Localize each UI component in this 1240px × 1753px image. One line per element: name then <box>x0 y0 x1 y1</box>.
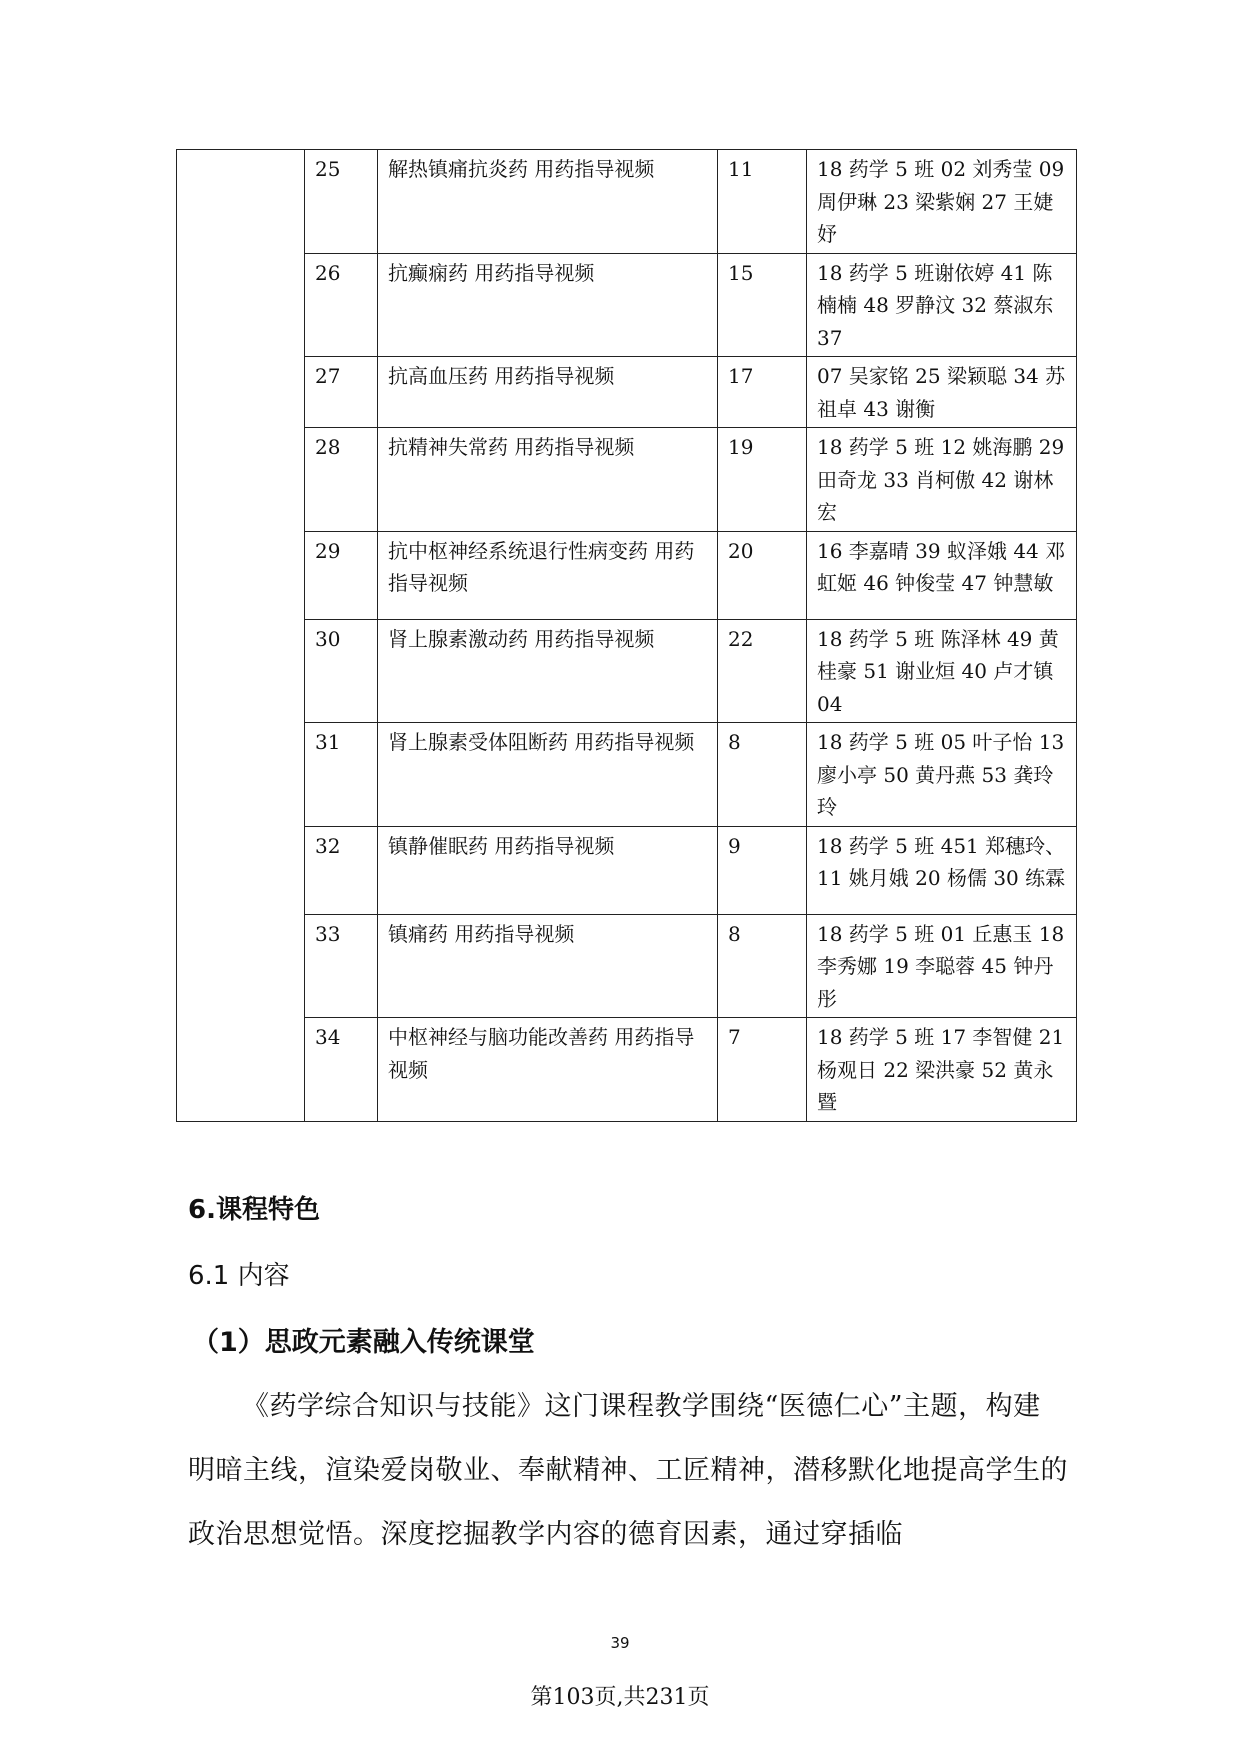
table-row <box>177 914 1077 1018</box>
table-row <box>177 723 1077 827</box>
page-number: 39 <box>610 1634 630 1652</box>
video-title-cell: 镇痛药 用药指导视频 <box>378 914 718 1018</box>
video-title-cell: 抗高血压药 用药指导视频 <box>378 357 718 428</box>
members-cell: 18 药学 5 班 451 郑穗玲、11 姚月娥 20 杨儒 30 练霖 <box>807 826 1077 914</box>
members-cell: 07 吴家铭 25 梁颖聪 34 苏祖卓 43 谢衡 <box>807 357 1077 428</box>
video-title-cell: 肾上腺素激动药 用药指导视频 <box>378 619 718 723</box>
video-title-cell: 抗中枢神经系统退行性病变药 用药指导视频 <box>378 531 718 619</box>
body-paragraph: 《药学综合知识与技能》这门课程教学围绕“医德仁心”主题，构建明暗主线，渲染爱岗敬业、奉献精神、工匠精神，潜移默化地提高学生的政治思想觉悟。深度挖掘教学内容的德育因素，通过穿插临 <box>188 1391 1068 1550</box>
subsubsection-heading: （1）思政元素融入传统课堂 <box>192 1327 535 1358</box>
table-row <box>177 619 1077 723</box>
row-number-cell: 34 <box>305 1018 378 1122</box>
page-footer: 第103页,共231页 <box>530 1685 710 1710</box>
group-count-cell: 22 <box>718 619 807 723</box>
row-number-cell: 29 <box>305 531 378 619</box>
row-number-cell: 33 <box>305 914 378 1018</box>
category-cell <box>177 150 305 1122</box>
members-cell: 18 药学 5 班谢依婷 41 陈楠楠 48 罗静汶 32 蔡淑东 37 <box>807 253 1077 357</box>
video-title-cell: 解热镇痛抗炎药 用药指导视频 <box>378 150 718 254</box>
members-cell: 16 李嘉晴 39 蚁泽娥 44 邓虹姬 46 钟俊莹 47 钟慧敏 <box>807 531 1077 619</box>
row-number-cell: 25 <box>305 150 378 254</box>
video-assignment-table <box>176 149 1077 1122</box>
video-title-cell: 中枢神经与脑功能改善药 用药指导视频 <box>378 1018 718 1122</box>
table-row <box>177 531 1077 619</box>
row-number-cell: 32 <box>305 826 378 914</box>
group-count-cell: 19 <box>718 428 807 532</box>
table-row <box>177 826 1077 914</box>
row-number-cell: 28 <box>305 428 378 532</box>
video-title-cell: 抗癫痫药 用药指导视频 <box>378 253 718 357</box>
table-row <box>177 150 1077 254</box>
members-cell: 18 药学 5 班 17 李智健 21 杨观日 22 梁洪豪 52 黄永暨 <box>807 1018 1077 1122</box>
members-cell: 18 药学 5 班 02 刘秀莹 09 周伊琳 23 梁紫娴 27 王婕妤 <box>807 150 1077 254</box>
group-count-cell: 15 <box>718 253 807 357</box>
subsection-heading: 6.1 内容 <box>188 1261 290 1291</box>
group-count-cell: 11 <box>718 150 807 254</box>
row-number-cell: 31 <box>305 723 378 827</box>
group-count-cell: 9 <box>718 826 807 914</box>
video-title-cell: 镇静催眠药 用药指导视频 <box>378 826 718 914</box>
group-count-cell: 20 <box>718 531 807 619</box>
section-heading: 6.课程特色 <box>188 1195 320 1225</box>
row-number-cell: 27 <box>305 357 378 428</box>
members-cell: 18 药学 5 班 陈泽林 49 黄桂豪 51 谢业烜 40 卢才镇 04 <box>807 619 1077 723</box>
members-cell: 18 药学 5 班 12 姚海鹏 29 田奇龙 33 肖柯傲 42 谢林宏 <box>807 428 1077 532</box>
group-count-cell: 8 <box>718 723 807 827</box>
members-cell: 18 药学 5 班 01 丘惠玉 18 李秀娜 19 李聪蓉 45 钟丹彤 <box>807 914 1077 1018</box>
table-row <box>177 357 1077 428</box>
video-title-cell: 肾上腺素受体阻断药 用药指导视频 <box>378 723 718 827</box>
group-count-cell: 8 <box>718 914 807 1018</box>
row-number-cell: 26 <box>305 253 378 357</box>
row-number-cell: 30 <box>305 619 378 723</box>
members-cell: 18 药学 5 班 05 叶子怡 13 廖小亭 50 黄丹燕 53 龚玲玲 <box>807 723 1077 827</box>
table-row <box>177 428 1077 532</box>
table-row <box>177 253 1077 357</box>
table-row <box>177 1018 1077 1122</box>
group-count-cell: 7 <box>718 1018 807 1122</box>
video-title-cell: 抗精神失常药 用药指导视频 <box>378 428 718 532</box>
group-count-cell: 17 <box>718 357 807 428</box>
